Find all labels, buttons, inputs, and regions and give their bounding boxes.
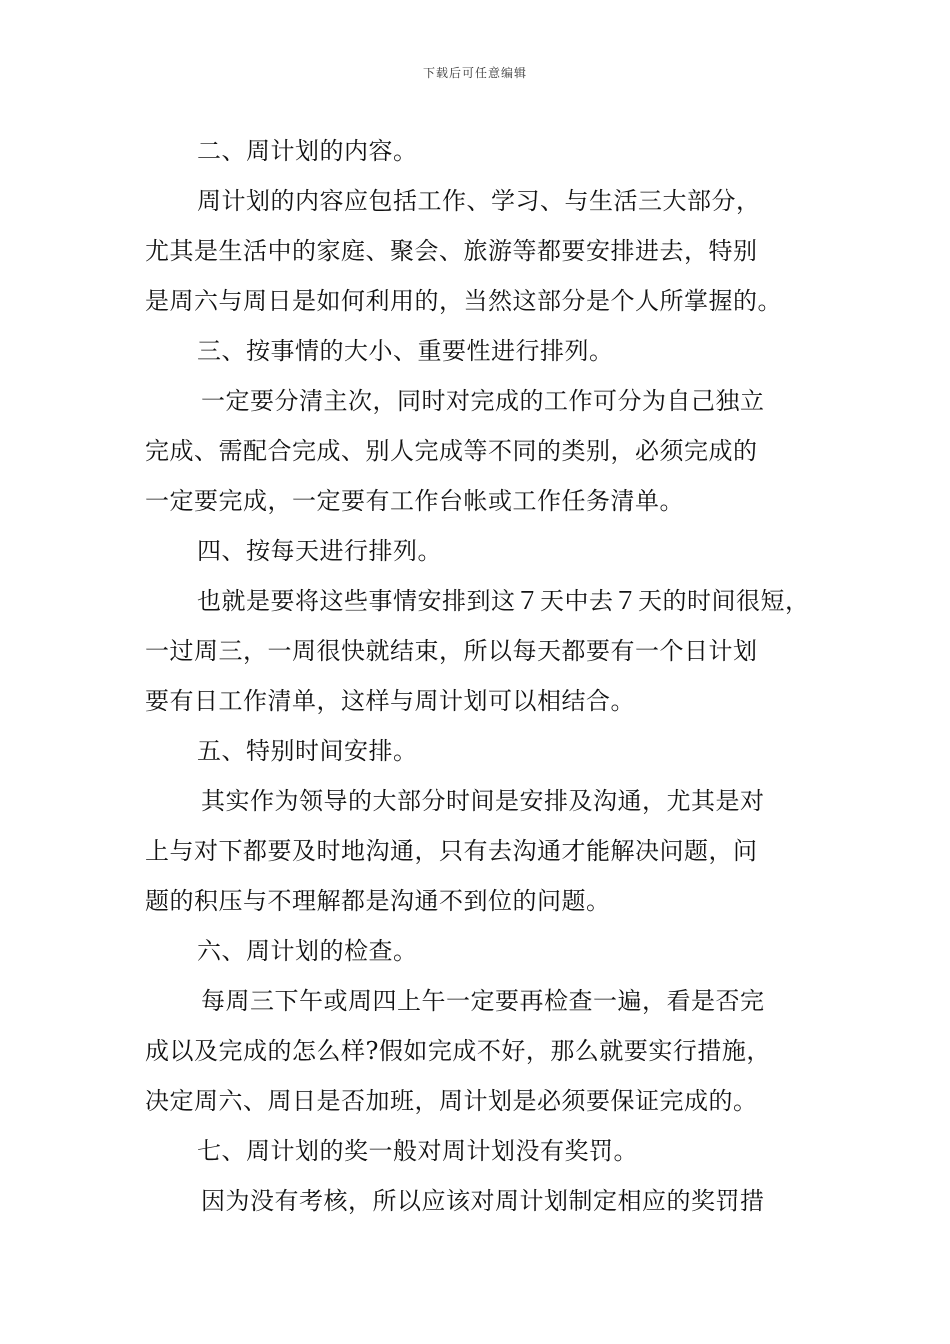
paragraph-line: 其实作为领导的大部分时间是安排及沟通，尤其是对 bbox=[201, 787, 765, 815]
paragraph-line: 也就是要将这些事情安排到这７天中去７天的时间很短， bbox=[197, 587, 810, 615]
paragraph-line: 一定要分清主次，同时对完成的工作可分为自己独立 bbox=[201, 387, 765, 415]
paragraph-line: 一定要完成，一定要有工作台帐或工作任务清单。 bbox=[145, 487, 684, 515]
paragraph-line: 上与对下都要及时地沟通，只有去沟通才能解决问题，问 bbox=[145, 837, 758, 865]
section-heading-7: 七、周计划的奖一般对周计划没有奖罚。 bbox=[197, 1137, 638, 1165]
paragraph-line: 完成、需配合完成、别人完成等不同的类别，必须完成的 bbox=[145, 437, 758, 465]
section-heading-2: 二、周计划的内容。 bbox=[197, 137, 418, 165]
paragraph-line: 是周六与周日是如何利用的，当然这部分是个人所掌握的。 bbox=[145, 287, 782, 315]
paragraph-line: 周计划的内容应包括工作、学习、与生活三大部分， bbox=[197, 187, 761, 215]
paragraph-line: 题的积压与不理解都是沟通不到位的问题。 bbox=[145, 887, 611, 915]
paragraph-line: 尤其是生活中的家庭、聚会、旅游等都要安排进去，特别 bbox=[145, 237, 758, 265]
section-heading-3: 三、按事情的大小、重要性进行排列。 bbox=[197, 337, 614, 365]
section-heading-5: 五、特别时间安排。 bbox=[197, 737, 418, 765]
paragraph-line: 因为没有考核，所以应该对周计划制定相应的奖罚措 bbox=[201, 1187, 765, 1215]
paragraph-line: 每周三下午或周四上午一定要再检查一遍，看是否完 bbox=[201, 987, 765, 1015]
header-note: 下载后可任意编辑 bbox=[422, 66, 527, 80]
paragraph-line: 决定周六、周日是否加班，周计划是必须要保证完成的。 bbox=[145, 1087, 758, 1115]
section-heading-4: 四、按每天进行排列。 bbox=[197, 537, 442, 565]
paragraph-line: 一过周三，一周很快就结束，所以每天都要有一个日计划 bbox=[145, 637, 758, 665]
document-body bbox=[145, 126, 810, 1226]
paragraph-line: 要有日工作清单，这样与周计划可以相结合。 bbox=[145, 687, 635, 715]
section-heading-6: 六、周计划的检查。 bbox=[197, 937, 418, 965]
paragraph-line: 成以及完成的怎么样?假如完成不好，那么就要实行措施， bbox=[145, 1037, 771, 1065]
